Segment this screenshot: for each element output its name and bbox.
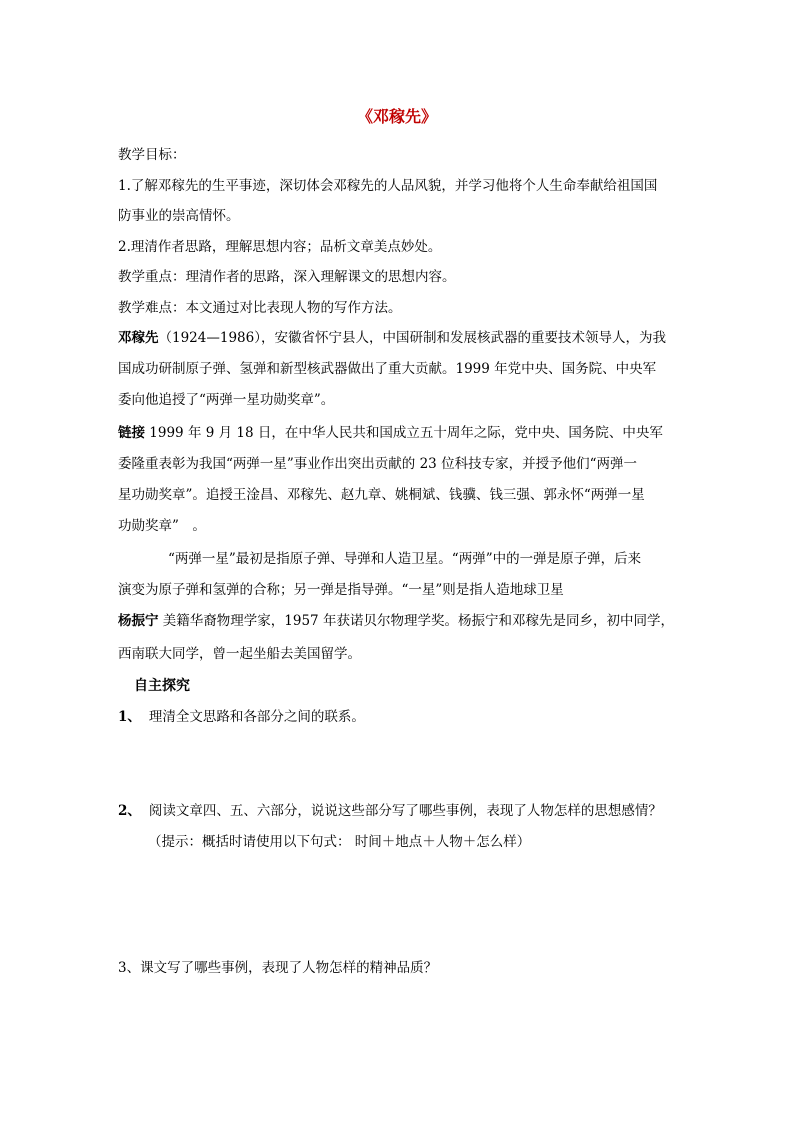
deng-line-3: 委向他追授了“两弹一星功勋奖章”。 (118, 392, 335, 408)
deng-line-1 (118, 329, 666, 347)
deng-text-1: （1924—1986），安徽省怀宁县人，中国研制和发展核武器的重要技术领导人，为我 (158, 330, 666, 346)
link-line-1 (118, 424, 663, 442)
question-2-number: 2、 (118, 803, 141, 819)
link-line-3: 星功勋奖章”。追授王淦昌、邓稼先、赵九章、姚桐斌、钱骥、钱三强、郭永怀“两弹一星 (118, 487, 645, 503)
yang-text-1: 美籍华裔物理学家，1957 年获诺贝尔物理学奖。杨振宁和邓稼先是同乡，初中同学， (158, 613, 674, 629)
deng-name: 邓稼先 (118, 330, 159, 346)
yang-line-1 (118, 612, 674, 630)
question-2 (118, 802, 662, 820)
goal-2: 2.理清作者思路，理解思想内容；品析文章美点妙处。 (118, 239, 442, 255)
goals-label: 教学目标： (118, 147, 186, 163)
link-line-4: 功勋奖章” 。 (118, 518, 206, 534)
teaching-difficulty: 教学难点：本文通过对比表现人物的写作方法。 (118, 300, 402, 316)
question-3: 3、课文写了哪些事例，表现了人物怎样的精神品质？ (118, 960, 438, 976)
yang-line-2: 西南联大同学，曾一起坐船去美国留学。 (118, 646, 361, 662)
question-2-hint: （提示：概括时请使用以下句式： 时间＋地点＋人物＋怎么样） (148, 834, 531, 850)
explore-heading: 自主探究 (134, 678, 190, 694)
question-1-text: 理清全文思路和各部分之间的联系。 (148, 709, 365, 725)
deng-line-2: 国成功研制原子弹、氢弹和新型核武器做出了重大贡献。1999 年党中央、国务院、中央军 (118, 361, 657, 377)
goal-1-line-2: 防事业的崇高情怀。 (118, 208, 240, 224)
teaching-key-point: 教学重点：理清作者的思路，深入理解课文的思想内容。 (118, 269, 456, 285)
question-1-number: 1、 (118, 709, 141, 725)
liangdan-line-2: 演变为原子弹和氢弹的合称；另一弹是指导弹。“一星”则是指人造地球卫星 (118, 582, 564, 598)
question-1 (118, 708, 365, 726)
question-2-text: 阅读文章四、五、六部分，说说这些部分写了哪些事例，表现了人物怎样的思想感情？ (148, 803, 662, 819)
liangdan-line-1: “两弹一星”最初是指原子弹、导弹和人造卫星。“两弹”中的一弹是原子弹，后来 (168, 551, 642, 567)
link-text-1: 1999 年 9 月 18 日，在中华人民共和国成立五十周年之际，党中央、国务院、中央军 (145, 425, 663, 441)
page-title: 《邓稼先》 (356, 107, 437, 126)
link-line-2: 委隆重表彰为我国“两弹一星”事业作出突出贡献的 23 位科技专家，并授予他们“两弹一 (118, 456, 637, 472)
yang-name: 杨振宁 (118, 613, 159, 629)
goal-1-line-1: 1.了解邓稼先的生平事迹，深切体会邓稼先的人品风貌，并学习他将个人生命奉献给祖国国 (118, 178, 658, 194)
link-label: 链接 (118, 425, 145, 441)
